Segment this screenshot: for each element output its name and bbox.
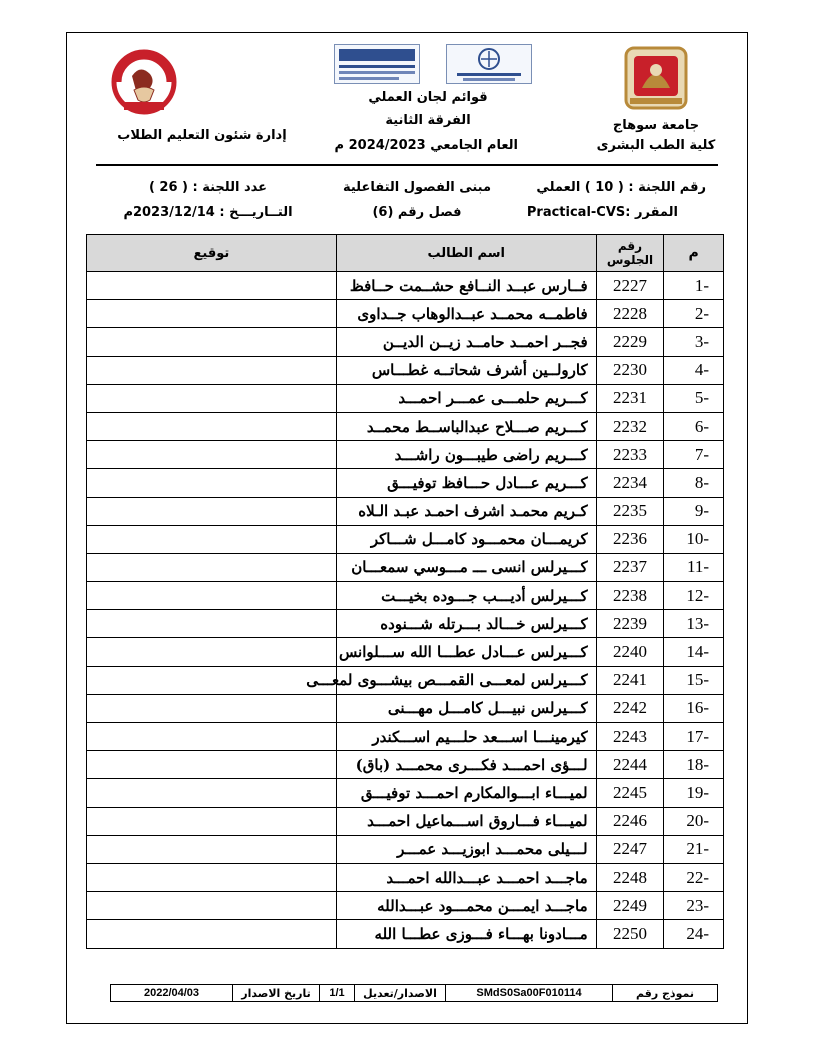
seat-number: 2233 (596, 441, 664, 469)
iso-certification-logo (446, 44, 532, 84)
row-number: -15 (664, 666, 724, 694)
seat-number: 2241 (596, 666, 664, 694)
signature-cell[interactable] (87, 694, 337, 722)
signature-cell[interactable] (87, 441, 337, 469)
table-header-row (87, 235, 724, 272)
header-divider (96, 164, 718, 166)
student-name: كـــريم صـــلاح عبدالباســط محمــد (336, 412, 596, 440)
row-number: -3 (664, 328, 724, 356)
seat-number: 2237 (596, 553, 664, 581)
header-seat: رقم الجلوس (596, 235, 664, 272)
row-number: -13 (664, 610, 724, 638)
table-row (87, 525, 724, 553)
row-number: -6 (664, 412, 724, 440)
table-row (87, 441, 724, 469)
table-row (87, 469, 724, 497)
signature-cell[interactable] (87, 638, 337, 666)
header-num: م (664, 235, 724, 272)
table-row (87, 328, 724, 356)
seat-number: 2242 (596, 694, 664, 722)
seat-number: 2234 (596, 469, 664, 497)
student-affairs-logo-icon (104, 46, 184, 116)
sohag-university-logo-icon (620, 44, 692, 112)
seat-number: 2247 (596, 835, 664, 863)
seat-number: 2250 (596, 920, 664, 948)
student-name: كـريم محمـد اشرف احمـد عبـد الـلاه (336, 497, 596, 525)
student-name: لميـــاء فـــاروق اســـماعيل احمـــد (336, 807, 596, 835)
seat-number: 2229 (596, 328, 664, 356)
egac-badge-icon (335, 45, 419, 83)
committee-count: عدد اللجنة : ( 26 ) (148, 180, 268, 195)
student-name: كـــيرلس لمعـــى القمـــص بيشـــوى لمعـــى (336, 666, 596, 694)
university-name: جامعة سوهاج (612, 118, 700, 133)
signature-cell[interactable] (87, 356, 337, 384)
student-name: كريمـــان محمـــود كامـــل شـــاكر (336, 525, 596, 553)
table-row (87, 384, 724, 412)
signature-cell[interactable] (87, 807, 337, 835)
table-row (87, 272, 724, 300)
signature-cell[interactable] (87, 272, 337, 300)
row-number: -5 (664, 384, 724, 412)
row-number: -4 (664, 356, 724, 384)
academic-year: العام الجامعي 2024/2023 م (334, 138, 518, 153)
issue-date-label: تاريخ الاصدار (233, 985, 320, 1002)
student-name: كـــيرلس خـــالد بـــرتله شـــنوده (336, 610, 596, 638)
row-number: -17 (664, 723, 724, 751)
edition-value: 1/1 (320, 985, 355, 1002)
table-row (87, 863, 724, 891)
seat-number: 2246 (596, 807, 664, 835)
row-number: -12 (664, 582, 724, 610)
seat-number: 2230 (596, 356, 664, 384)
seat-number: 2239 (596, 610, 664, 638)
table-row (87, 694, 724, 722)
student-name: كارولــين أشرف شحاتــه غطـــاس (336, 356, 596, 384)
form-footer (110, 984, 718, 1002)
row-number: -22 (664, 863, 724, 891)
row-number: -19 (664, 779, 724, 807)
issue-date-value: 2022/04/03 (111, 985, 233, 1002)
student-name: كيرمينـــا اســـعد حلـــيم اســـكندر (336, 723, 596, 751)
row-number: -11 (664, 553, 724, 581)
signature-cell[interactable] (87, 751, 337, 779)
student-name: كـــيرلس أديـــب جـــوده بخيـــت (336, 582, 596, 610)
seat-number: 2231 (596, 384, 664, 412)
seat-number: 2236 (596, 525, 664, 553)
exam-date: التــاريـــخ : 2023/12/14م (123, 205, 293, 220)
signature-cell[interactable] (87, 328, 337, 356)
signature-cell[interactable] (87, 582, 337, 610)
signature-cell[interactable] (87, 412, 337, 440)
student-name: فجــر احمــد حامــد زيــن الديــن (336, 328, 596, 356)
row-number: -24 (664, 920, 724, 948)
row-number: -2 (664, 300, 724, 328)
form-number-value: SMdS0Sa00F010114 (446, 985, 613, 1002)
iso-badge-icon (447, 45, 531, 83)
seat-number: 2248 (596, 863, 664, 891)
seat-number: 2238 (596, 582, 664, 610)
student-name: لـــيلى محمـــد ابوزيـــد عمـــر (336, 835, 596, 863)
student-name: مـــادونا بهـــاء فـــوزى عطـــا الله (336, 920, 596, 948)
signature-cell[interactable] (87, 892, 337, 920)
signature-cell[interactable] (87, 300, 337, 328)
row-number: -10 (664, 525, 724, 553)
row-number: -23 (664, 892, 724, 920)
table-row (87, 723, 724, 751)
signature-cell[interactable] (87, 779, 337, 807)
signature-cell[interactable] (87, 610, 337, 638)
student-name: كـــيرلس عـــادل عطـــا الله ســـلوانس (336, 638, 596, 666)
seat-number: 2249 (596, 892, 664, 920)
student-name: كـــيرلس انسى ـــ مـــوسي سمعـــان (336, 553, 596, 581)
committee-number: رقم اللجنة : ( 10 ) العملي (536, 180, 706, 195)
student-name: فــارس عبــد النــافع حشــمت حــافظ (336, 272, 596, 300)
student-name: كـــيرلس نبيـــل كامـــل مهـــنى (336, 694, 596, 722)
seat-number: 2232 (596, 412, 664, 440)
table-row (87, 412, 724, 440)
table-row (87, 666, 724, 694)
building-name: مبنى الفصول التفاعلية (342, 180, 492, 195)
row-number: -14 (664, 638, 724, 666)
seat-number: 2244 (596, 751, 664, 779)
table-row (87, 835, 724, 863)
header-sign: توقيع (87, 235, 337, 272)
table-row (87, 553, 724, 581)
row-number: -16 (664, 694, 724, 722)
student-name: لميـــاء ابـــوالمكارم احمـــد توفيـــق (336, 779, 596, 807)
table-row (87, 751, 724, 779)
student-name: ماجـــد احمـــد عبـــدالله احمـــد (336, 863, 596, 891)
signature-cell[interactable] (87, 553, 337, 581)
signature-cell[interactable] (87, 384, 337, 412)
document-title: قوائم لجان العملي (368, 90, 488, 105)
table-row (87, 807, 724, 835)
row-number: -20 (664, 807, 724, 835)
signature-cell[interactable] (87, 497, 337, 525)
seat-number: 2240 (596, 638, 664, 666)
students-table (86, 234, 724, 949)
table-row (87, 638, 724, 666)
seat-number: 2235 (596, 497, 664, 525)
signature-cell[interactable] (87, 525, 337, 553)
student-name: ماجـــد ايمـــن محمـــود عبـــدالله (336, 892, 596, 920)
table-row (87, 356, 724, 384)
table-row (87, 582, 724, 610)
table-row (87, 300, 724, 328)
student-name: لـــؤى احمـــد فكـــرى محمـــد (باق) (336, 751, 596, 779)
seat-number: 2227 (596, 272, 664, 300)
class-number: فصل رقم (6) (372, 205, 462, 220)
form-number-label: نموذج رقم (613, 985, 718, 1002)
signature-cell[interactable] (87, 469, 337, 497)
student-name: كـــريم حلمـــى عمـــر احمـــد (336, 384, 596, 412)
table-row (87, 497, 724, 525)
row-number: -9 (664, 497, 724, 525)
student-name: فاطمــه محمــد عبــدالوهاب جــداوى (336, 300, 596, 328)
table-row (87, 779, 724, 807)
student-name: كـــريم عـــادل حـــافظ توفيـــق (336, 469, 596, 497)
table-row (87, 610, 724, 638)
seat-number: 2243 (596, 723, 664, 751)
course-name: المقرر :Practical-CVS (526, 205, 678, 220)
table-row (87, 920, 724, 948)
signature-cell[interactable] (87, 920, 337, 948)
signature-cell[interactable] (87, 723, 337, 751)
seat-number: 2245 (596, 779, 664, 807)
signature-cell[interactable] (87, 666, 337, 694)
seat-number: 2228 (596, 300, 664, 328)
signature-cell[interactable] (87, 863, 337, 891)
academic-level: الفرقة الثانية (385, 113, 471, 128)
faculty-name: كلية الطب البشرى (596, 138, 716, 153)
row-number: -21 (664, 835, 724, 863)
row-number: -8 (664, 469, 724, 497)
header-name: اسم الطالب (336, 235, 596, 272)
row-number: -7 (664, 441, 724, 469)
department-name: إدارة شئون التعليم الطلاب (117, 128, 287, 143)
signature-cell[interactable] (87, 835, 337, 863)
table-row (87, 892, 724, 920)
edition-label: الاصدار/تعديل (355, 985, 446, 1002)
row-number: -1 (664, 272, 724, 300)
student-name: كـــريم راضى طيبـــون راشـــد (336, 441, 596, 469)
egac-accreditation-logo (334, 44, 420, 84)
row-number: -18 (664, 751, 724, 779)
